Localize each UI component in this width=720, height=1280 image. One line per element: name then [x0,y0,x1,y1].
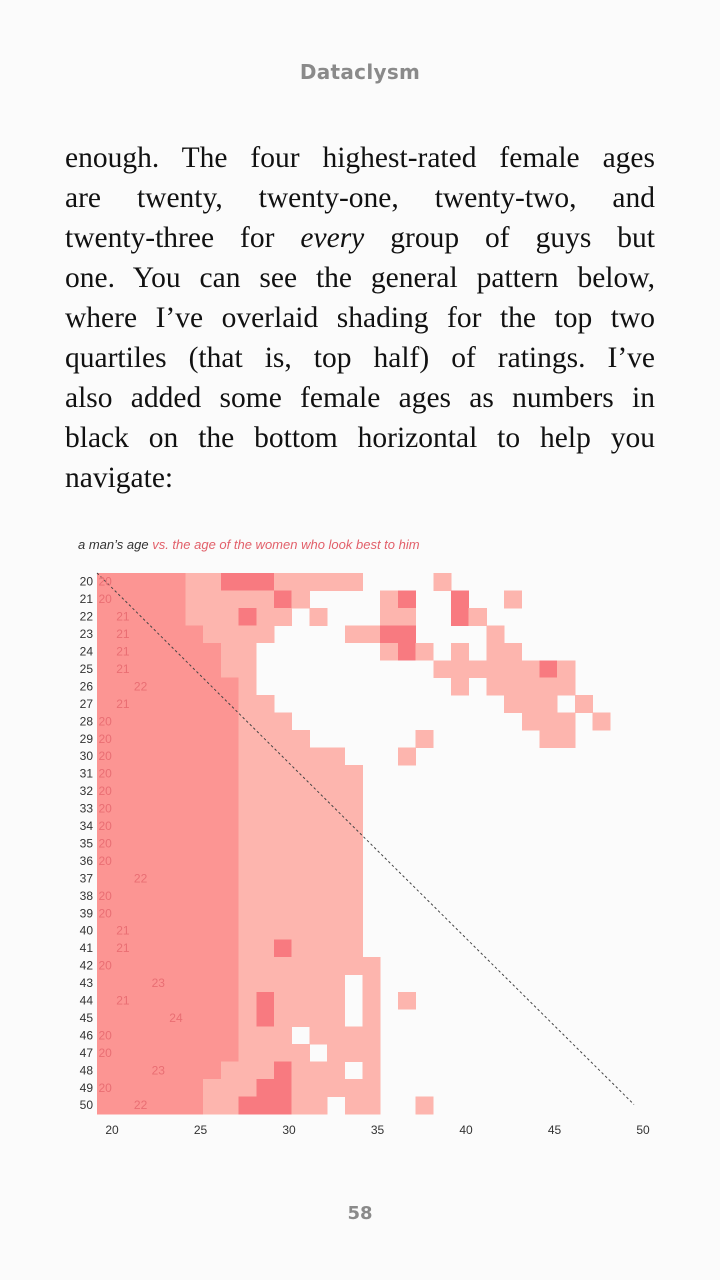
heatmap-cell [451,643,469,661]
heatmap-cell [292,590,310,608]
heatmap-cell [274,573,363,591]
y-tick-label: 24 [79,644,93,659]
heatmap-cell [274,1009,345,1027]
heatmap-cell [239,782,363,800]
heatmap-cell [239,922,363,940]
heatmap-cell [540,660,558,678]
heatmap-cell [239,1009,257,1027]
y-tick-label: 35 [79,836,93,851]
heatmap-cell [239,730,310,748]
heatmap-cell [363,1009,381,1027]
heatmap-cell [433,573,451,591]
heatmap-cell [97,1097,204,1115]
heatmap-cell [345,957,381,975]
best-age-label: 21 [116,941,130,956]
y-tick-label: 40 [79,923,93,938]
heatmap-cell [97,817,239,835]
heatmap-cell [416,643,434,661]
x-tick-label: 20 [105,1123,119,1137]
y-tick-label: 39 [79,906,93,921]
heatmap-cell [203,1079,257,1097]
heatmap-cell [221,643,257,661]
best-age-label: 21 [116,627,130,642]
best-age-label: 20 [98,714,112,729]
emphasis-word: every [300,222,365,254]
heatmap-cell [97,974,239,992]
heatmap-cell [345,625,381,643]
y-tick-label: 50 [79,1098,93,1113]
heatmap-cell [540,730,576,748]
heatmap-cell [239,817,363,835]
text-line: one. You can see the general pattern below, [65,262,655,294]
heatmap-cell [522,713,576,731]
x-tick-label: 40 [459,1123,473,1137]
y-tick-label: 31 [79,766,93,781]
heatmap-cell [309,608,327,626]
heatmap-cell [486,625,504,643]
best-age-label: 20 [98,784,112,799]
best-age-label: 21 [116,993,130,1008]
text-line: are twenty, twenty-one, twenty-two, and [65,182,655,214]
heatmap-cell [575,695,593,713]
y-tick-label: 32 [79,784,93,799]
heatmap-cell [327,1044,381,1062]
heatmap-cell [239,939,275,957]
best-age-label: 21 [116,923,130,938]
best-age-label: 22 [133,679,148,694]
heatmap-cell [416,730,434,748]
best-age-label: 21 [116,609,130,624]
best-age-label: 23 [151,1063,165,1078]
heatmap-cell [239,992,257,1010]
best-age-label: 20 [98,819,112,834]
heatmap-chart [0,560,720,1150]
y-tick-label: 42 [79,958,93,973]
heatmap-cell [239,870,363,888]
best-age-label: 20 [98,1080,112,1095]
heatmap-cell [97,748,239,766]
heatmap-cell [292,939,363,957]
text-segment: group of guys but [364,222,656,254]
best-age-label: 20 [98,574,112,589]
heatmap-cell [274,992,345,1010]
y-tick-label: 27 [79,696,93,711]
best-age-label: 22 [133,1098,148,1113]
y-tick-label: 25 [79,661,93,676]
y-tick-label: 21 [79,592,93,607]
heatmap-cell [239,905,363,923]
heatmap-cell [256,992,274,1010]
heatmap-cell [239,800,363,818]
y-tick-label: 38 [79,888,93,903]
caption-womens-age: vs. the age of the women who look best to him [148,537,420,552]
heatmap-cell [203,625,274,643]
heatmap-cell [380,608,416,626]
heatmap-cell [221,573,275,591]
text-line: where I’ve overlaid shading for the top two [65,302,655,334]
heatmap-cell [221,1062,275,1080]
heatmap-cell [398,590,416,608]
y-tick-label: 36 [79,853,93,868]
heatmap-cell [380,625,416,643]
heatmap-cell [97,1044,239,1062]
y-tick-label: 30 [79,749,93,764]
heatmap-cell [380,590,398,608]
y-tick-label: 43 [79,976,93,991]
x-tick-label: 45 [547,1123,562,1137]
text-line: navigate: [65,462,174,494]
heatmap-cell [97,625,204,643]
page-number: 58 [347,1203,373,1224]
heatmap-cell [451,678,469,696]
best-age-label: 20 [98,906,112,921]
best-age-label: 20 [98,836,112,851]
heatmap-cell [451,608,469,626]
heatmap-cell [97,782,239,800]
y-tick-label: 37 [79,871,93,886]
heatmap-cell [239,1044,310,1062]
best-age-label: 22 [133,871,148,886]
heatmap-cell [186,590,275,608]
best-age-label: 20 [98,766,112,781]
heatmap-cell [97,713,239,731]
book-title: Dataclysm [299,60,421,84]
x-tick-label: 25 [193,1123,208,1137]
heatmap-cell [363,992,381,1010]
best-age-label: 20 [98,731,112,746]
heatmap-cell [398,643,416,661]
heatmap-cell [186,608,240,626]
text-line: black on the bottom horizontal to help you [65,422,655,454]
y-tick-label: 22 [79,609,93,624]
y-tick-label: 34 [79,819,93,834]
x-tick-label: 30 [282,1123,296,1137]
y-tick-label: 47 [79,1045,93,1060]
y-tick-label: 26 [79,679,93,694]
heatmap-cell [97,1079,204,1097]
heatmap-cell [239,1027,293,1045]
heatmap-cell [97,870,239,888]
heatmap-cell [380,643,398,661]
best-age-label: 20 [98,1045,112,1060]
heatmap-cell [97,905,239,923]
y-tick-label: 41 [79,941,93,956]
heatmap-cell [274,590,292,608]
text-line: quartiles (that is, top half) of ratings. I’ve [65,342,655,374]
heatmap-cell [97,765,239,783]
best-age-label: 20 [98,1028,112,1043]
caption-mans-age: a man’s age [78,537,149,552]
best-age-label: 20 [98,853,112,868]
heatmap-cell [398,992,416,1010]
body-paragraph [65,138,655,498]
x-tick-label: 50 [636,1123,650,1137]
heatmap-cell [97,1027,239,1045]
heatmap-cell [363,974,381,992]
best-age-label: 20 [98,592,112,607]
heatmap-cell [239,957,346,975]
heatmap-cell [97,852,239,870]
heatmap-cell [97,800,239,818]
y-tick-label: 28 [79,714,93,729]
heatmap-cell [256,1009,274,1027]
heatmap-cell [486,643,522,661]
y-tick-label: 49 [79,1080,93,1095]
heatmap-cell [274,1062,292,1080]
heatmap-cell [239,765,363,783]
y-tick-label: 46 [79,1028,93,1043]
heatmap-cell [398,748,416,766]
heatmap-cell [557,660,575,678]
heatmap-cell [593,713,611,731]
heatmap-cell [97,957,239,975]
heatmap-cell [97,887,239,905]
heatmap-cell [292,1097,328,1115]
best-age-label: 21 [116,696,130,711]
heatmap-cell [292,1079,381,1097]
heatmap-cell [256,1079,292,1097]
x-tick-label: 35 [370,1123,385,1137]
heatmap-cell [221,660,257,678]
heatmap-cell [239,974,346,992]
y-tick-label: 48 [79,1063,93,1078]
heatmap-cell [239,695,275,713]
best-age-label: 24 [169,1010,183,1025]
y-tick-label: 33 [79,801,93,816]
heatmap-cell [363,1062,381,1080]
heatmap-cell [97,1009,239,1027]
heatmap-cell [451,590,469,608]
heatmap-cell [239,852,363,870]
heatmap-cell [469,608,487,626]
best-age-label: 20 [98,958,112,973]
y-tick-label: 45 [79,1010,93,1025]
heatmap-cell [274,939,292,957]
heatmap-cell [504,590,522,608]
heatmap-cell [292,1062,346,1080]
best-age-label: 20 [98,749,112,764]
y-tick-label: 29 [79,731,93,746]
heatmap-cell [345,1097,381,1115]
heatmap-cell [239,887,363,905]
text-line: also added some female ages as numbers in [65,382,655,414]
heatmap-cell [256,608,292,626]
heatmap-cell [97,730,239,748]
best-age-label: 20 [98,801,112,816]
heatmap-cell [433,660,540,678]
heatmap-cell [239,1097,293,1115]
heatmap-cell [504,695,557,713]
heatmap-cell [416,1097,434,1115]
best-age-label: 21 [116,644,130,659]
heatmap-cell [239,835,363,853]
heatmap-cell [97,835,239,853]
heatmap-cell [203,1097,239,1115]
best-age-label: 23 [151,976,165,991]
text-line [65,218,655,258]
heatmap-cell [239,678,257,696]
heatmap-cell [486,678,575,696]
y-tick-label: 20 [79,574,93,589]
heatmap-cell [239,748,346,766]
best-age-label: 21 [116,661,130,676]
text-line: enough. The four highest-rated female ages [65,142,655,174]
heatmap-cell [309,1027,380,1045]
text-segment: twenty-three for [65,222,301,254]
heatmap-cell [239,608,257,626]
best-age-label: 20 [98,888,112,903]
heatmap-cell [186,573,222,591]
y-tick-label: 23 [79,627,93,642]
y-tick-label: 44 [79,993,93,1008]
chart-caption [78,537,420,552]
